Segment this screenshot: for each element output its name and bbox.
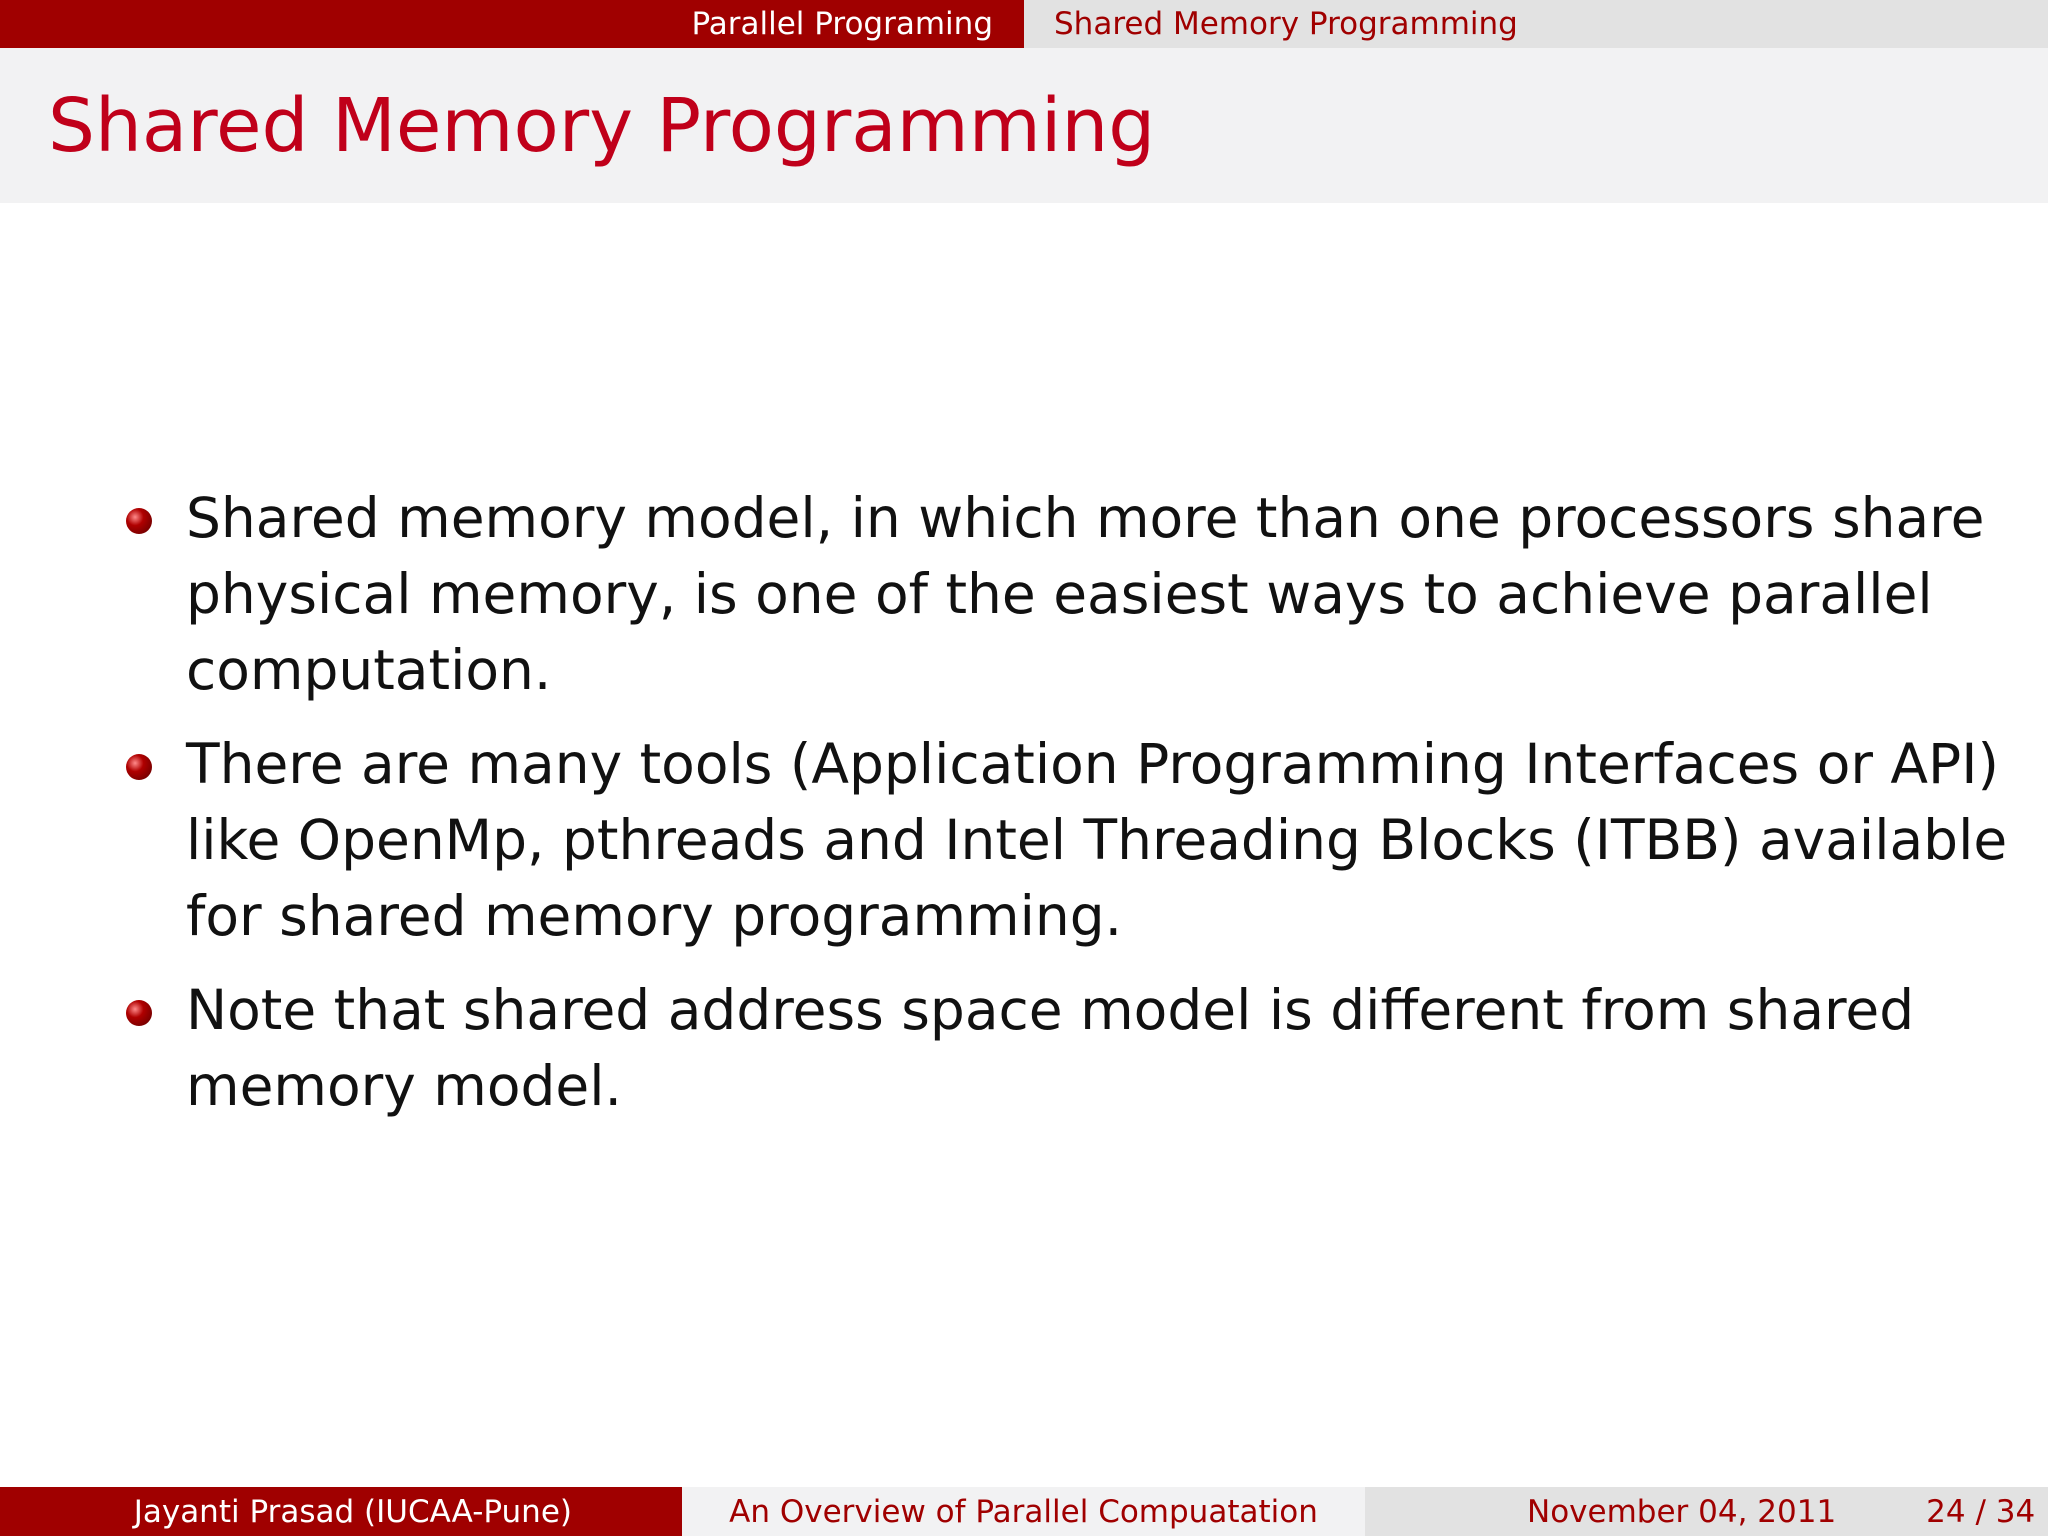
bullet-ball-icon bbox=[126, 754, 152, 780]
list-item bbox=[0, 972, 2040, 1124]
footer-title-cell bbox=[682, 1487, 1365, 1536]
header-subsection-cell bbox=[1024, 0, 2048, 48]
bullet-ball-icon bbox=[126, 508, 152, 534]
header-navigation bbox=[0, 0, 2048, 48]
footer-talk-title: An Overview of Parallel Compuatation bbox=[729, 1493, 1318, 1530]
footer bbox=[0, 1487, 2048, 1536]
footer-author-cell bbox=[0, 1487, 682, 1536]
frame-title-band bbox=[0, 48, 2048, 203]
list-item-text: There are many tools (Application Programming Interfaces or API) like OpenMp, pthreads and Intel Threading Blocks (ITBB) available for shared memory programming. bbox=[186, 732, 2008, 948]
header-subsection-link[interactable]: Shared Memory Programming bbox=[1054, 6, 1518, 42]
page-title: Shared Memory Programming bbox=[48, 82, 1156, 169]
footer-date: November 04, 2011 bbox=[1527, 1493, 1837, 1530]
list-item-text: Shared memory model, in which more than one processors share physical memory, is one of the easiest ways to achieve parallel computation. bbox=[186, 486, 1985, 702]
header-section-cell bbox=[0, 0, 1024, 48]
list-item bbox=[0, 480, 2040, 708]
bullet-ball-icon bbox=[126, 1000, 152, 1026]
bullet-list bbox=[0, 480, 2048, 1142]
header-section-link[interactable]: Parallel Programing bbox=[691, 6, 993, 42]
footer-author: Jayanti Prasad (IUCAA-Pune) bbox=[133, 1493, 572, 1530]
footer-date-cell bbox=[1365, 1487, 2048, 1536]
list-item bbox=[0, 726, 2040, 954]
page-number: 24 / 34 bbox=[1926, 1493, 2036, 1530]
list-item-text: Note that shared address space model is different from shared memory model. bbox=[186, 978, 1915, 1118]
